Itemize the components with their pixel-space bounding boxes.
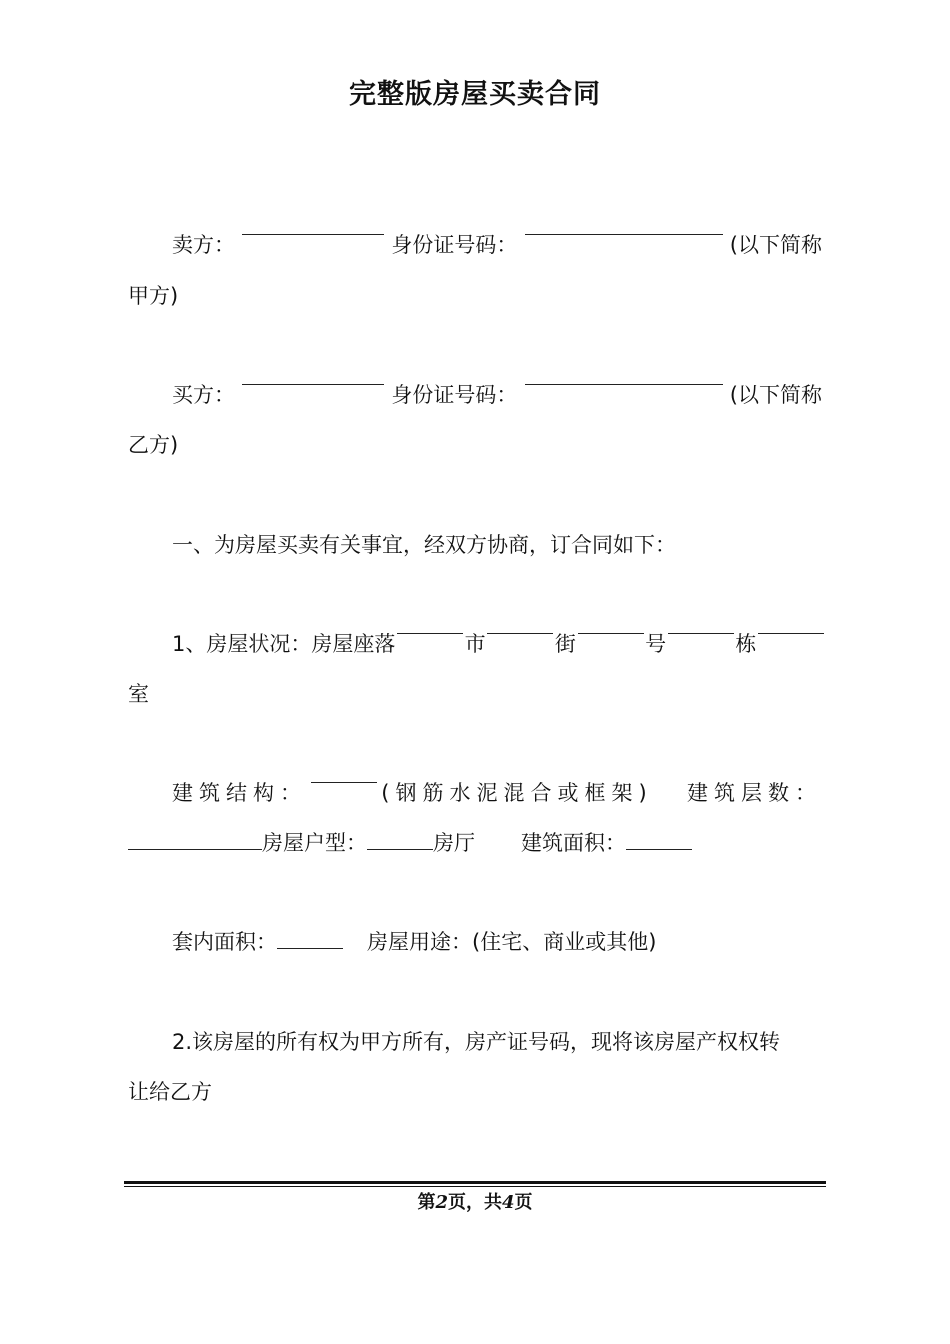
seller-name-blank <box>242 233 384 235</box>
footer-rule <box>124 1181 826 1184</box>
use-label: 房屋用途：(住宅、商业或其他) <box>367 930 657 954</box>
house-status-prefix: 1、房屋状况：房屋座落 <box>172 632 396 656</box>
page-footer <box>0 1188 950 1214</box>
seller-line <box>172 233 822 258</box>
layout-unit: 房厅 <box>433 831 475 855</box>
building-label: 栋 <box>735 632 757 656</box>
seller-id-blank <box>525 233 723 235</box>
street-label: 街 <box>554 632 576 656</box>
city-label: 市 <box>464 632 486 656</box>
city-blank <box>397 632 463 634</box>
document-title: 完整版房屋买卖合同 <box>349 79 601 110</box>
footer-total-pages: 4 <box>502 1192 515 1213</box>
buyer-id-blank <box>525 383 723 385</box>
footer-middle: 页，共 <box>448 1192 502 1213</box>
layout-line <box>128 831 692 856</box>
room-label: 室 <box>128 682 149 706</box>
area-blank <box>626 848 692 850</box>
seller-id-label: 身份证号码： <box>391 233 518 257</box>
buyer-label: 买方： <box>172 383 235 407</box>
building-blank <box>668 632 734 634</box>
floors-label: 建筑层数： <box>686 781 822 805</box>
room-blank <box>758 632 824 634</box>
inner-area-blank <box>277 947 343 949</box>
buyer-line <box>172 383 822 408</box>
seller-suffix: (以下简称 <box>729 233 822 257</box>
street-blank <box>487 632 553 634</box>
structure-blank <box>311 781 377 783</box>
footer-suffix: 页 <box>514 1192 533 1213</box>
buyer-suffix: (以下简称 <box>729 383 822 407</box>
buyer-id-label: 身份证号码： <box>391 383 518 407</box>
seller-label: 卖方： <box>172 233 235 257</box>
number-blank <box>578 632 644 634</box>
inner-line <box>172 930 656 955</box>
area-label: 建筑面积： <box>521 831 626 855</box>
structure-options: (钢筋水泥混合或框架) <box>381 781 653 805</box>
ownership-line1: 2.该房屋的所有权为甲方所有，房产证号码，现将该房屋产权权转 <box>172 1030 781 1054</box>
layout-label: 房屋户型： <box>262 831 367 855</box>
ownership-line2: 让给乙方 <box>128 1080 212 1104</box>
footer-rule-thin <box>124 1186 826 1187</box>
structure-label: 建筑结构： <box>172 781 307 805</box>
house-status-line <box>172 632 824 657</box>
structure-line <box>172 781 822 806</box>
footer-page-number: 2 <box>435 1192 448 1213</box>
buyer-continuation: 乙方) <box>128 433 179 457</box>
buyer-name-blank <box>242 383 384 385</box>
layout-blank <box>367 848 433 850</box>
clause-intro: 一、为房屋买卖有关事宜，经双方协商，订合同如下： <box>172 533 676 557</box>
floors-blank <box>128 848 262 850</box>
inner-area-label: 套内面积： <box>172 930 277 954</box>
footer-prefix: 第 <box>417 1192 436 1213</box>
seller-continuation: 甲方) <box>128 284 179 308</box>
number-label: 号 <box>645 632 667 656</box>
